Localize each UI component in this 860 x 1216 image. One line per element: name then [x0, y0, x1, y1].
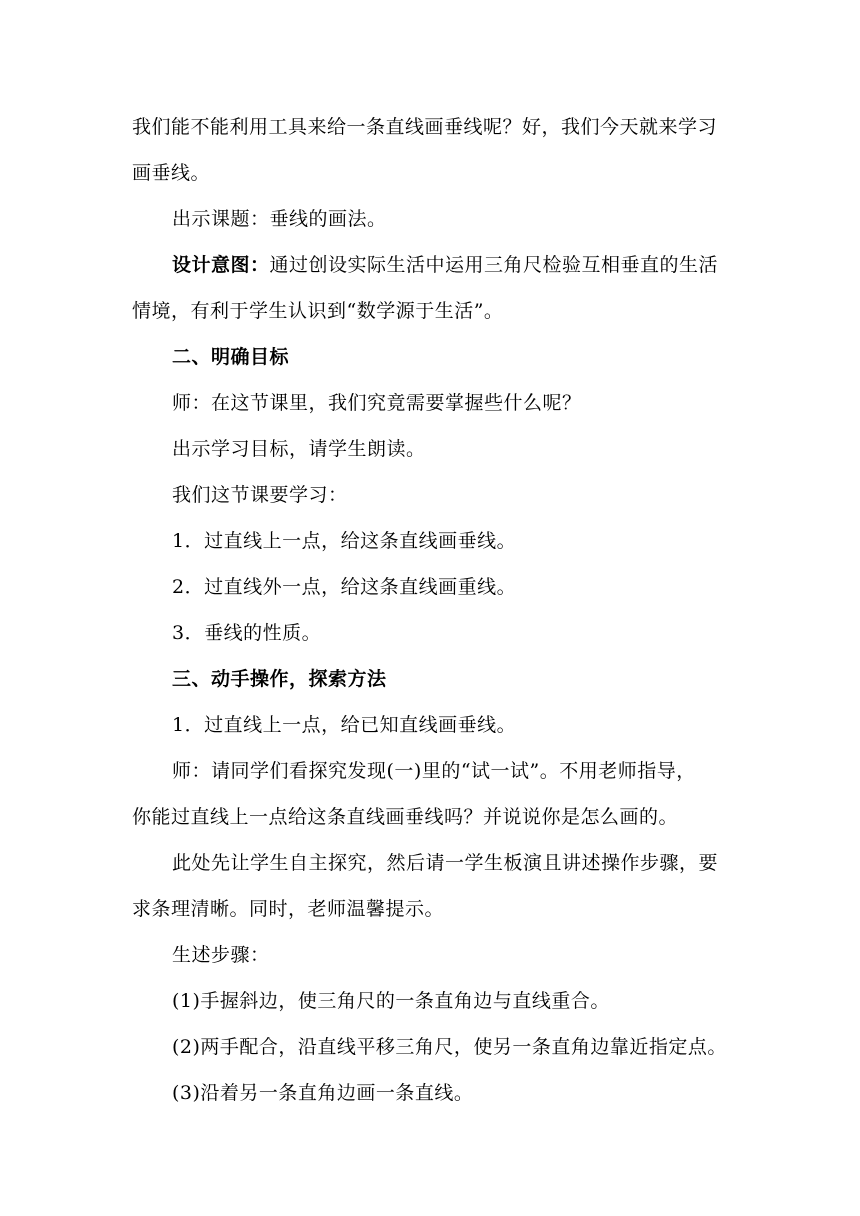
- section-heading-operation: 三、动手操作，探索方法: [172, 668, 387, 690]
- design-intent-label: 设计意图：: [172, 254, 270, 276]
- paragraph-student-steps: 生述步骤：: [172, 944, 270, 966]
- list-item-goal-3: 3．垂线的性质。: [172, 622, 322, 644]
- list-item-step-2: (2)两手配合，沿直线平移三角尺，使另一条直角边靠近指定点。: [172, 1036, 727, 1058]
- paragraph-intro-line-2: 画垂线。: [132, 162, 211, 184]
- paragraph-design-intent-line-2: 情境，有利于学生认识到“数学源于生活”。: [132, 300, 504, 322]
- paragraph-design-intent-line-1: [132, 242, 730, 288]
- list-item-goal-1: 1．过直线上一点，给这条直线画垂线。: [172, 530, 517, 552]
- paragraph-intro-line-1: 我们能不能利用工具来给一条直线画垂线呢？好，我们今天就来学习: [132, 116, 718, 138]
- paragraph-show-topic: 出示课题：垂线的画法。: [172, 208, 387, 230]
- paragraph-teacher-instruction-line-2: 你能过直线上一点给这条直线画垂线吗？并说说你是怎么画的。: [132, 806, 679, 828]
- paragraph-learn-intro: 我们这节课要学习：: [172, 484, 348, 506]
- list-item-goal-2: 2．过直线外一点，给这条直线画重线。: [172, 576, 517, 598]
- paragraph-show-goals: 出示学习目标，请学生朗读。: [172, 438, 426, 460]
- paragraph-teacher-question: 师：在这节课里，我们究竟需要掌握些什么呢？: [172, 392, 582, 414]
- document-page: [132, 104, 730, 1116]
- list-item-step-3: (3)沿着另一条直角边画一条直线。: [172, 1082, 474, 1104]
- section-heading-goals: 二、明确目标: [172, 346, 290, 368]
- paragraph-explore-line-2: 求条理清晰。同时，老师温馨提示。: [132, 898, 445, 920]
- design-intent-text: 通过创设实际生活中运用三角尺检验互相垂直的生活: [269, 254, 719, 276]
- paragraph-explore-line-1: 此处先让学生自主探究，然后请一学生板演且讲述操作步骤，要: [172, 852, 719, 874]
- paragraph-operation-1: 1．过直线上一点，给已知直线画垂线。: [172, 714, 517, 736]
- paragraph-teacher-instruction-line-1: 师：请同学们看探究发现(一)里的“试一试”。不用老师指导，: [172, 760, 696, 782]
- list-item-step-1: (1)手握斜边，使三角尺的一条直角边与直线重合。: [172, 990, 610, 1012]
